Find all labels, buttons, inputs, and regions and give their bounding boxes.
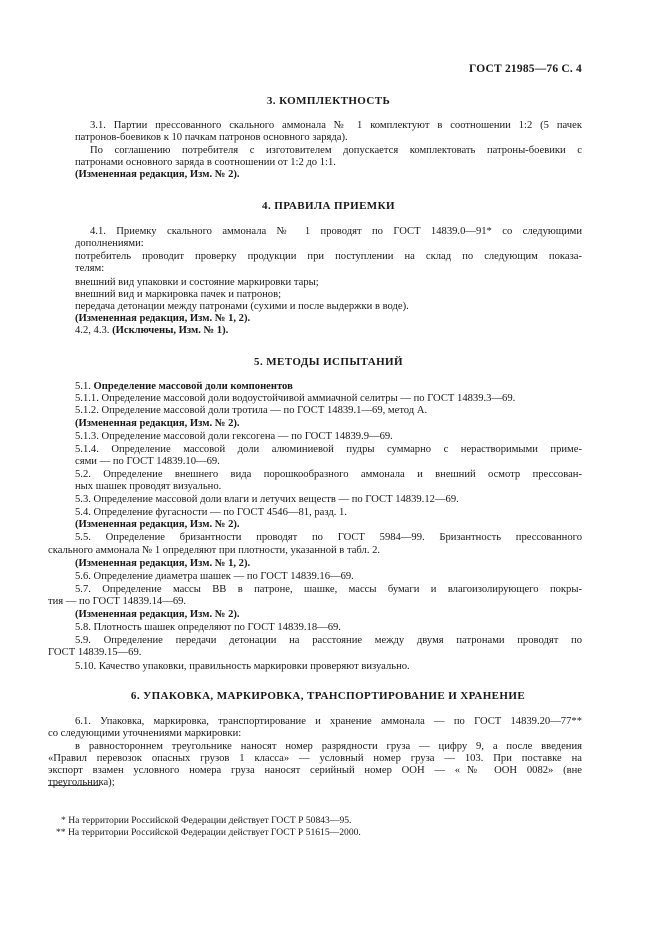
text-line: 5.1.2. Определение массовой доли тротила — по ГОСТ 14839.1—69, метод А. — [75, 405, 428, 416]
text-line: По соглашению потребителя с изготовителем допускается комплектовать патроны-боевики с — [90, 145, 582, 156]
text-line: дополнениями: — [75, 238, 144, 249]
text-line: сями — по ГОСТ 14839.10—69. — [75, 456, 220, 467]
list-item: внешний вид и маркировка пачек и патронов; — [75, 289, 282, 300]
list-item: внешний вид упаковки и состояние маркировки тары; — [75, 277, 319, 288]
footnote: ** На территории Российской Федерации действует ГОСТ Р 51615—2000. — [56, 827, 361, 838]
text-line: 4.2, 4.3. (Исключены, Изм. № 1). — [75, 325, 229, 336]
text-line: 5.8. Плотность шашек определяют по ГОСТ 14839.18—69. — [75, 622, 341, 633]
page-header: ГОСТ 21985—76 С. 4 — [469, 63, 582, 75]
text-line: 5.5. Определение бризантности проводят по ГОСТ 5984—99. Бризантность прессованного — [75, 532, 582, 543]
text-line: 5.1.4. Определение массовой доли алюминиевой пудры суммарно с нерастворимыми приме- — [75, 444, 582, 455]
footnote: * На территории Российской Федерации действует ГОСТ Р 50843—95. — [61, 815, 352, 826]
text-line: 5.1. Определение массовой доли компонентов — [75, 381, 293, 392]
text-line: тия — по ГОСТ 14839.14—69. — [48, 596, 187, 607]
section-title-6: 6. УПАКОВКА, МАРКИРОВКА, ТРАНСПОРТИРОВАНИЕ И ХРАНЕНИЕ — [130, 690, 526, 702]
text-line: 6.1. Упаковка, маркировка, транспортирование и хранение аммонала — по ГОСТ 14839.20—77** — [75, 716, 582, 727]
text-line: телям: — [75, 263, 105, 274]
text-line: патронами основного заряда в соотношении от 1:2 до 1:1. — [75, 157, 336, 168]
amendment-note: (Измененная редакция, Изм. № 1, 2). — [75, 313, 251, 324]
text-line: 5.3. Определение массовой доли влаги и летучих веществ — по ГОСТ 14839.12—69. — [75, 494, 459, 505]
amendment-note: (Измененная редакция, Изм. № 2). — [75, 519, 240, 530]
text-line: 5.4. Определение фугасности — по ГОСТ 4546—81, разд. 1. — [75, 507, 347, 518]
section-title-5: 5. МЕТОДЫ ИСПЫТАНИЙ — [254, 356, 403, 368]
text-line: патронов-боевиков к 10 пачкам патронов основного заряда). — [75, 132, 348, 143]
text-line: 5.9. Определение передачи детонации на расстояние между двумя патронами проводят по — [75, 635, 582, 646]
text-line: со следующими уточнениями маркировки: — [48, 728, 242, 739]
section-title-3: 3. КОМПЛЕКТНОСТЬ — [266, 95, 391, 107]
text-line: скального аммонала № 1 определяют при плотности, указанной в табл. 2. — [48, 545, 381, 556]
text-line: треугольника); — [48, 777, 115, 788]
text-line: потребитель проводит проверку продукции при поступлении на склад по следующим показа- — [75, 251, 582, 262]
text-line: 5.1.1. Определение массовой доли водоустойчивой аммиачной селитры — по ГОСТ 14839.3—69. — [75, 393, 516, 404]
amendment-note: (Измененная редакция, Изм. № 1, 2). — [75, 558, 251, 569]
amendment-note: (Измененная редакция, Изм. № 2). — [75, 169, 240, 180]
text-line: ГОСТ 14839.15—69. — [48, 647, 142, 658]
text-line: ных шашек проводят визуально. — [75, 481, 222, 492]
footnote-rule — [48, 785, 100, 786]
section-title-4: 4. ПРАВИЛА ПРИЕМКИ — [262, 200, 395, 212]
amendment-note: (Измененная редакция, Изм. № 2). — [75, 609, 240, 620]
text-line: 3.1. Партии прессованного скального аммонала № 1 комплектуют в соотношении 1:2 (5 пачек — [90, 120, 582, 131]
list-item: передача детонации между патронами (сухими и после выдержки в воде). — [75, 301, 409, 312]
text-line: 5.6. Определение диаметра шашек — по ГОСТ 14839.16—69. — [75, 571, 354, 582]
text-line: в равностороннем треугольнике наносят номер разрядности груза — цифру 9, а после введения — [75, 741, 582, 752]
text-line: «Правил перевозок опасных грузов 1 класса» — условный номер груза — 103. При поставке на — [48, 753, 582, 764]
text-line: 5.1.3. Определение массовой доли гексогена — по ГОСТ 14839.9—69. — [75, 431, 393, 442]
text-line: 5.10. Качество упаковки, правильность маркировки проверяют визуально. — [75, 661, 410, 672]
text-line: 5.2. Определение внешнего вида порошкообразного аммонала и внешний осмотр прессован- — [75, 469, 582, 480]
text-line: 5.7. Определение массы ВВ в патроне, шашке, массы бумаги и влагоизолирующего покры- — [75, 584, 582, 595]
text-line: экспорт взамен условного номера груза наносят серийный номер ООН — «№ ООН 0082» (вне — [48, 765, 582, 776]
amendment-note: (Измененная редакция, Изм. № 2). — [75, 418, 240, 429]
text-line: 4.1. Приемку скального аммонала № 1 проводят по ГОСТ 14839.0—91* со следующими — [90, 226, 582, 237]
